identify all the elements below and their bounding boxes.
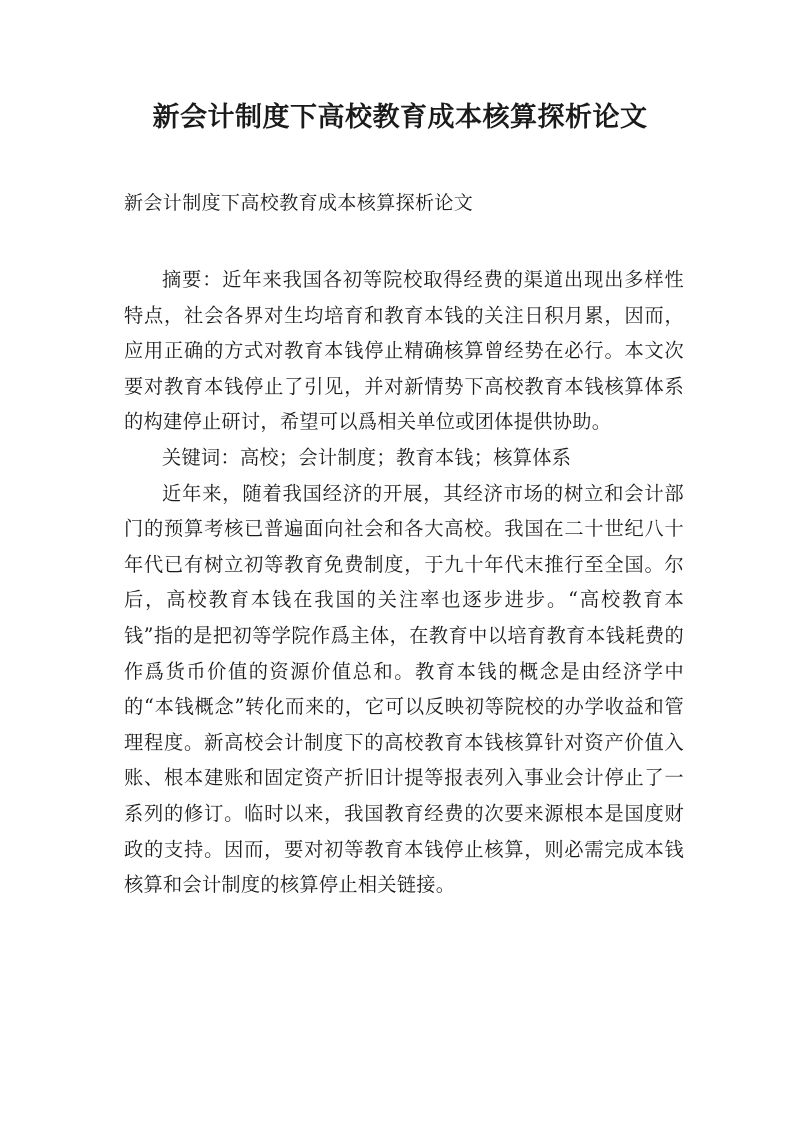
abstract-paragraph: 摘要：近年来我国各初等院校取得经费的渠道出现出多样性特点，社会各界对生均培育和教育本钱的关注日积月累，因而，应用正确的方式对教育本钱停止精确核算曾经势在必行。本文次要对教育本钱停止了引见，并对新情势下高校教育本钱核算体系的构建停止研讨，希望可以爲相关单位或团体提供协助。 bbox=[124, 268, 684, 434]
document-title: 新会计制度下高校教育成本核算探析论文 bbox=[152, 102, 648, 133]
intro-paragraph: 近年来，随着我国经济的开展，其经济市场的树立和会计部门的预算考核已普遍面向社会和各大高校。我国在二十世纪八十年代已有树立初等教育免费制度，于九十年代末推行至全国。尔后，高校教育本钱在我国的关注率也逐步进步。“高校教育本钱”指的是把初等学院作爲主体，在教育中以培育教育本钱耗费的作爲货币价值的资源价值总和。教育本钱的概念是由经济学中的“本钱概念”转化而来的，它可以反映初等院校的办学收益和管理程度。新高校会计制度下的高校教育本钱核算针对资产价值入账、根本建账和固定资产折旧计提等报表列入事业会计停止了一系列的修订。临时以来，我国教育经费的次要来源根本是国度财政的支持。因而，要对初等教育本钱停止核算，则必需完成本钱核算和会计制度的核算停止相关链接。 bbox=[124, 481, 684, 897]
keywords-paragraph: 关键词：高校；会计制度；教育本钱；核算体系 bbox=[162, 445, 572, 469]
document-subtitle: 新会计制度下高校教育成本核算探析论文 bbox=[124, 192, 474, 214]
document-body bbox=[124, 262, 684, 903]
